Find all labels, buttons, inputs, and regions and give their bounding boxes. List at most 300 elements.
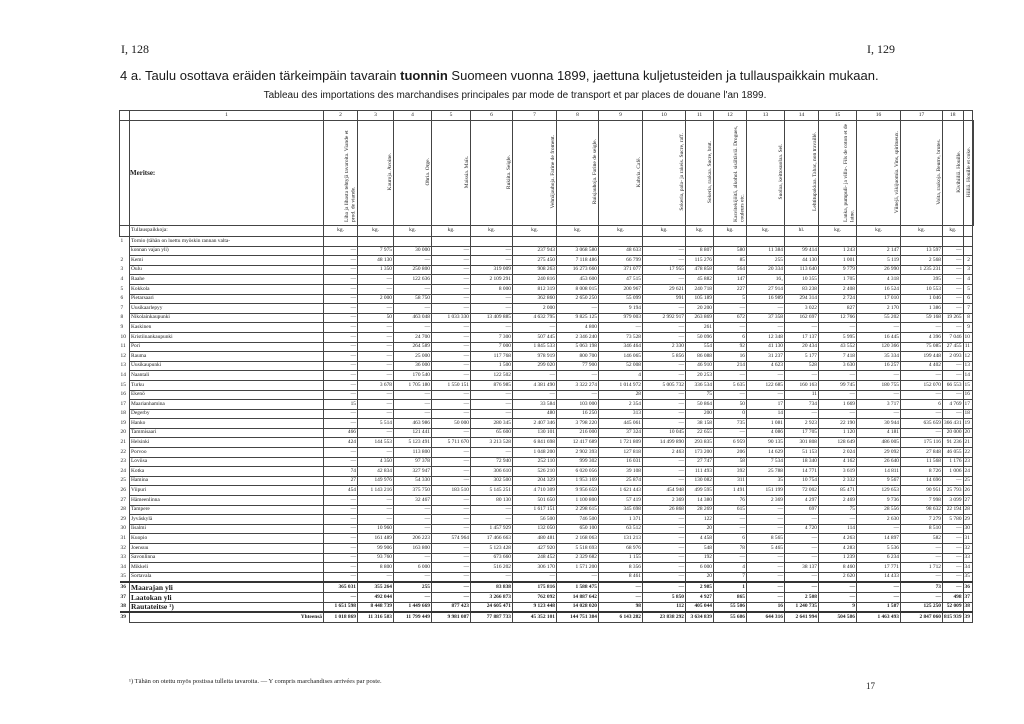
value-cell: —	[714, 524, 747, 534]
value-cell: 38 158	[686, 419, 714, 429]
value-cell: —	[901, 371, 943, 381]
value-cell: —	[432, 371, 471, 381]
value-cell: 672	[714, 313, 747, 323]
place-name: Kemi	[130, 256, 324, 266]
value-cell: 3 678	[358, 380, 394, 390]
value-cell: 4 283	[819, 544, 857, 554]
place-name: Maarajan yli	[130, 582, 324, 592]
value-cell: 2 000	[513, 304, 557, 314]
value-cell: 313	[599, 409, 643, 419]
value-cell: 2 408	[819, 284, 857, 294]
value-cell: 28	[599, 390, 643, 400]
value-cell: —	[747, 304, 785, 314]
value-cell: —	[943, 476, 964, 486]
value-cell: 113 640	[785, 265, 819, 275]
value-cell: 16 989	[747, 294, 785, 304]
value-cell: 2 992 917	[643, 313, 686, 323]
value-cell: 6	[714, 534, 747, 544]
value-cell: 68 976	[599, 544, 643, 554]
value-cell: 4 402	[901, 361, 943, 371]
value-cell: 75	[819, 505, 857, 515]
value-cell: —	[324, 553, 358, 563]
row-number-right	[963, 246, 972, 256]
value-cell: 206	[714, 448, 747, 458]
value-cell: 214	[714, 361, 747, 371]
value-cell: 395	[901, 275, 943, 285]
value-cell: 63 512	[599, 524, 643, 534]
column-number: 10	[643, 111, 686, 121]
value-cell: 72 940	[471, 457, 513, 467]
value-cell: 8 460	[819, 563, 857, 573]
table-subtitle: Tableau des importations des marchandises principales par mode de transport et par places de douane l'an 1899.	[263, 90, 767, 101]
value-cell: 8 356	[599, 563, 643, 573]
value-cell: 8 448 739	[358, 602, 394, 612]
value-cell: 122 636	[394, 275, 432, 285]
value-cell: 1 143 216	[358, 486, 394, 496]
value-cell: 1 014 972	[599, 380, 643, 390]
value-cell: 14 696	[901, 476, 943, 486]
value-cell: 216 000	[557, 428, 599, 438]
column-number-row	[120, 111, 974, 121]
value-cell: —	[324, 390, 358, 400]
value-cell: —	[358, 505, 394, 515]
value-cell: 1 550 151	[432, 380, 471, 390]
value-cell: 130 082	[686, 476, 714, 486]
column-number: 2	[324, 111, 358, 121]
value-cell: 58	[714, 457, 747, 467]
value-cell: —	[432, 265, 471, 275]
value-cell: 2 093	[943, 352, 964, 362]
value-cell: —	[471, 572, 513, 582]
value-cell: 26 990	[857, 265, 901, 275]
value-cell: 453 600	[557, 275, 599, 285]
value-cell: —	[394, 323, 432, 333]
value-cell: 2 024	[819, 448, 857, 458]
value-cell: —	[324, 323, 358, 333]
row-number: 1	[120, 237, 124, 244]
row-number-right: 23	[963, 457, 972, 467]
place-name: konnan vajan yli)	[130, 246, 324, 256]
value-cell: —	[394, 400, 432, 410]
value-cell: 516 202	[471, 563, 513, 573]
header-text: Maissia. Maïs.	[463, 155, 470, 188]
unit-cell: kg.	[857, 226, 901, 237]
value-cell: 99 745	[819, 380, 857, 390]
value-cell: 98 632	[901, 505, 943, 515]
value-cell: 4 162	[819, 457, 857, 467]
column-header	[857, 121, 901, 226]
column-header	[714, 121, 747, 226]
value-cell: 1 457 929	[471, 524, 513, 534]
value-cell: 4	[714, 563, 747, 573]
row-number: 24	[120, 467, 126, 474]
value-cell: 86 088	[686, 352, 714, 362]
value-cell: 27 747	[686, 457, 714, 467]
table-row	[120, 390, 974, 400]
table-row	[120, 275, 974, 285]
value-cell: 480	[513, 409, 557, 419]
unit-cell: kg.	[599, 226, 643, 237]
value-cell: 486 005	[857, 438, 901, 448]
value-cell: 4 396	[901, 332, 943, 342]
value-cell: —	[901, 592, 943, 602]
value-cell: 345 698	[599, 505, 643, 515]
value-cell: 3 099	[943, 496, 964, 506]
value-cell: 8 000	[471, 284, 513, 294]
unit-cell: kg.	[358, 226, 394, 237]
value-cell: 85 471	[819, 486, 857, 496]
row-number: 4	[120, 275, 124, 282]
value-cell: 9 736	[857, 496, 901, 506]
corner-cell	[120, 111, 130, 121]
value-cell	[901, 237, 943, 247]
value-cell: —	[643, 371, 686, 381]
value-cell: —	[901, 572, 943, 582]
value-cell: 1 669	[819, 400, 857, 410]
value-cell: 44 130	[785, 256, 819, 266]
value-cell: 7 534	[747, 457, 785, 467]
value-cell: —	[557, 390, 599, 400]
column-header	[747, 121, 785, 226]
value-cell: —	[358, 342, 394, 352]
row-number-right: 33	[963, 553, 972, 563]
value-cell: 15	[324, 400, 358, 410]
value-cell: —	[394, 390, 432, 400]
value-cell: —	[471, 294, 513, 304]
value-cell: 1	[714, 582, 747, 592]
value-cell: 9 825 125	[557, 313, 599, 323]
place-name: Laatokan yli	[130, 592, 324, 602]
value-cell: —	[943, 361, 964, 371]
value-cell: 255	[747, 256, 785, 266]
value-cell: 22 655	[686, 428, 714, 438]
row-number-right: 17	[963, 400, 972, 410]
table-row	[120, 256, 974, 266]
data-table	[119, 110, 974, 623]
row-number: 31	[120, 535, 126, 541]
value-cell: —	[599, 323, 643, 333]
value-cell: 25 000	[394, 352, 432, 362]
column-header	[943, 121, 964, 226]
value-cell: 4 720	[785, 524, 819, 534]
value-cell: 2 000	[358, 294, 394, 304]
value-cell: —	[943, 304, 964, 314]
value-cell: 1 491	[714, 486, 747, 496]
value-cell: —	[747, 572, 785, 582]
value-cell: 27 455	[943, 342, 964, 352]
row-number-right: 4	[963, 275, 972, 285]
value-cell: —	[432, 515, 471, 525]
value-cell: 528	[785, 361, 819, 371]
value-cell: —	[714, 515, 747, 525]
value-cell	[324, 237, 358, 247]
value-cell: 2 330	[643, 342, 686, 352]
row-number-right: 7	[963, 304, 972, 314]
place-name: Jyväskylä	[130, 515, 324, 525]
value-cell: —	[358, 332, 394, 342]
table-row	[120, 553, 974, 563]
value-cell: 50 000	[432, 419, 471, 429]
value-cell: 47 515	[599, 275, 643, 285]
row-number-right: 15	[963, 380, 972, 390]
value-cell: 302 500	[471, 476, 513, 486]
value-cell: 876 985	[471, 380, 513, 390]
column-header	[901, 121, 943, 226]
value-cell: 762 092	[513, 592, 557, 602]
value-cell: 37 358	[747, 313, 785, 323]
value-cell: —	[643, 457, 686, 467]
row-number: 5	[120, 285, 124, 292]
value-cell: 10 553	[901, 284, 943, 294]
value-cell: 8 807	[686, 246, 714, 256]
total-value: 11 316 583	[358, 612, 394, 622]
value-cell: —	[324, 352, 358, 362]
value-cell: —	[901, 428, 943, 438]
value-cell: 16	[714, 352, 747, 362]
total-label: Yhteensä	[130, 612, 324, 622]
value-cell: 33 584	[513, 400, 557, 410]
value-cell: 2 332	[819, 476, 857, 486]
value-cell: 12 417 689	[557, 438, 599, 448]
value-cell: 77 900	[557, 361, 599, 371]
value-cell: 6	[901, 400, 943, 410]
value-cell: 306 610	[471, 467, 513, 477]
value-cell: 526 210	[513, 467, 557, 477]
place-name: Pori	[130, 342, 324, 352]
value-cell: —	[358, 496, 394, 506]
value-cell: —	[643, 544, 686, 554]
value-cell: 492 044	[358, 592, 394, 602]
page-number: 17	[866, 681, 875, 691]
column-header-row	[120, 121, 974, 226]
value-cell: —	[358, 390, 394, 400]
value-cell: 55 506	[714, 602, 747, 612]
value-cell: 17 137	[785, 332, 819, 342]
row-number-right: 37	[963, 592, 972, 602]
value-cell: 20 253	[686, 371, 714, 381]
table-row	[120, 592, 974, 602]
value-cell: 5 514	[358, 419, 394, 429]
value-cell: 90 135	[747, 438, 785, 448]
row-number-right: 30	[963, 524, 972, 534]
value-cell	[857, 237, 901, 247]
value-cell: 22 194	[943, 505, 964, 515]
value-cell: 175 816	[513, 582, 557, 592]
value-cell: 2 630	[857, 515, 901, 525]
value-cell: 120 366	[857, 342, 901, 352]
value-cell: 16 250	[557, 409, 599, 419]
value-cell: —	[785, 553, 819, 563]
value-cell: 14 433	[857, 572, 901, 582]
total-value: 45 352 101	[513, 612, 557, 622]
value-cell: 151 199	[747, 486, 785, 496]
header-text: Voita, raakoja. Beurre, brutes.	[935, 138, 942, 205]
value-cell: 5 536	[857, 544, 901, 554]
value-cell: —	[471, 409, 513, 419]
value-cell: 4 632 795	[513, 313, 557, 323]
value-cell: 121 441	[394, 428, 432, 438]
value-cell: —	[513, 390, 557, 400]
value-cell: 50	[714, 400, 747, 410]
value-cell	[358, 237, 394, 247]
value-cell: —	[324, 419, 358, 429]
value-cell: 1 239	[819, 553, 857, 563]
value-cell: —	[557, 572, 599, 582]
value-cell: 7 279	[901, 515, 943, 525]
value-cell: —	[358, 361, 394, 371]
value-cell: —	[324, 572, 358, 582]
value-cell: —	[643, 534, 686, 544]
value-cell: —	[358, 428, 394, 438]
value-cell: —	[394, 284, 432, 294]
column-header	[599, 121, 643, 226]
row-number: 37	[120, 593, 126, 600]
value-cell: —	[943, 323, 964, 333]
value-cell: 2 985	[686, 582, 714, 592]
value-cell	[432, 237, 471, 247]
value-cell: 50	[358, 313, 394, 323]
value-cell: —	[358, 284, 394, 294]
value-cell: 4 381 490	[513, 380, 557, 390]
value-cell: —	[471, 505, 513, 515]
total-value: 55 686	[714, 612, 747, 622]
unit-cell: kg.	[557, 226, 599, 237]
place-name: Kristiinankaupunki	[130, 332, 324, 342]
value-cell: 800 700	[557, 352, 599, 362]
value-cell: —	[324, 592, 358, 602]
value-cell: 480 481	[513, 534, 557, 544]
column-header	[358, 121, 394, 226]
value-cell: 16₁	[747, 275, 785, 285]
header-text: Vehnäjauhoja. Farine de froment.	[549, 135, 556, 209]
value-cell: 346 464	[599, 342, 643, 352]
value-cell: —	[432, 544, 471, 554]
column-number: 6	[471, 111, 513, 121]
value-cell: 427 920	[513, 544, 557, 554]
place-name: Helsinki	[130, 438, 324, 448]
value-cell: —	[714, 390, 747, 400]
value-cell: —	[747, 515, 785, 525]
value-cell: 39 108	[599, 467, 643, 477]
value-cell: 580	[714, 246, 747, 256]
column-header	[471, 121, 513, 226]
value-cell: 2 109 291	[471, 275, 513, 285]
value-cell: 19 265	[943, 313, 964, 323]
value-cell: —	[857, 371, 901, 381]
value-cell	[747, 237, 785, 247]
value-cell: 9 779	[819, 265, 857, 275]
value-cell: —	[819, 323, 857, 333]
value-cell: 115 276	[686, 256, 714, 266]
value-cell: —	[819, 409, 857, 419]
value-cell: 3 322 274	[557, 380, 599, 390]
value-cell: 3 022	[785, 304, 819, 314]
row-number: 39	[120, 612, 130, 622]
table-row	[120, 572, 974, 582]
value-cell: —	[943, 371, 964, 381]
value-cell: 8 510	[901, 524, 943, 534]
value-cell: 42 834	[358, 467, 394, 477]
value-cell	[819, 237, 857, 247]
value-cell: 7 975	[358, 246, 394, 256]
value-cell: 51 153	[785, 448, 819, 458]
value-cell: 280 345	[471, 419, 513, 429]
value-cell: —	[358, 409, 394, 419]
row-number: 26	[120, 487, 126, 494]
value-cell: —	[557, 304, 599, 314]
value-cell: —	[432, 275, 471, 285]
row-number-right: 2	[963, 256, 972, 266]
value-cell: 117 768	[471, 352, 513, 362]
value-cell: 55 202	[857, 313, 901, 323]
value-cell: —	[358, 352, 394, 362]
value-cell: —	[324, 332, 358, 342]
row-number: 36	[120, 582, 130, 592]
table-row	[120, 544, 974, 554]
row-number: 22	[120, 448, 126, 455]
value-cell: 105 189	[686, 294, 714, 304]
row-number-right: 22	[963, 448, 972, 458]
row-number: 25	[120, 477, 126, 484]
table-row	[120, 448, 974, 458]
place-name: Tampere	[130, 505, 324, 515]
value-cell: 52 008	[599, 361, 643, 371]
value-cell: 11 384	[747, 246, 785, 256]
value-cell: 4 086	[747, 428, 785, 438]
value-cell	[394, 237, 432, 247]
value-cell: —	[324, 563, 358, 573]
value-cell: 149 976	[358, 476, 394, 486]
value-cell: 6 841 698	[513, 438, 557, 448]
value-cell: —	[943, 524, 964, 534]
value-cell: 10 754	[785, 476, 819, 486]
value-cell: 80 130	[471, 496, 513, 506]
row-number: 9	[120, 323, 124, 330]
row-number: 11	[120, 343, 126, 350]
table-row	[120, 582, 974, 592]
value-cell: —	[819, 582, 857, 592]
total-value: 23 838 292	[643, 612, 686, 622]
value-cell: 1 046	[901, 294, 943, 304]
value-cell: —	[358, 304, 394, 314]
value-cell: —	[901, 323, 943, 333]
value-cell: —	[943, 390, 964, 400]
value-cell: 16 257	[857, 361, 901, 371]
value-cell: —	[747, 390, 785, 400]
value-cell: 2 369	[643, 496, 686, 506]
right-page-number: I, 129	[867, 42, 895, 56]
value-cell: —	[943, 265, 964, 275]
value-cell: 4 318	[857, 275, 901, 285]
place-name: Hämeenlinna	[130, 496, 324, 506]
row-number: 8	[120, 314, 124, 321]
value-cell: —	[943, 256, 964, 266]
value-cell: 371 077	[599, 265, 643, 275]
value-cell: 199 448	[901, 352, 943, 362]
value-cell: 8 800	[358, 563, 394, 573]
value-cell: —	[943, 553, 964, 563]
value-cell: 1 651 598	[324, 602, 358, 612]
value-cell: —	[394, 515, 432, 525]
row-number-right: 27	[963, 496, 972, 506]
value-cell: —	[901, 553, 943, 563]
column-header	[785, 121, 819, 226]
value-cell: —	[324, 265, 358, 275]
value-cell: 2 923	[785, 419, 819, 429]
value-cell: 311	[714, 476, 747, 486]
value-cell: 3 630	[819, 361, 857, 371]
value-cell: —	[432, 524, 471, 534]
